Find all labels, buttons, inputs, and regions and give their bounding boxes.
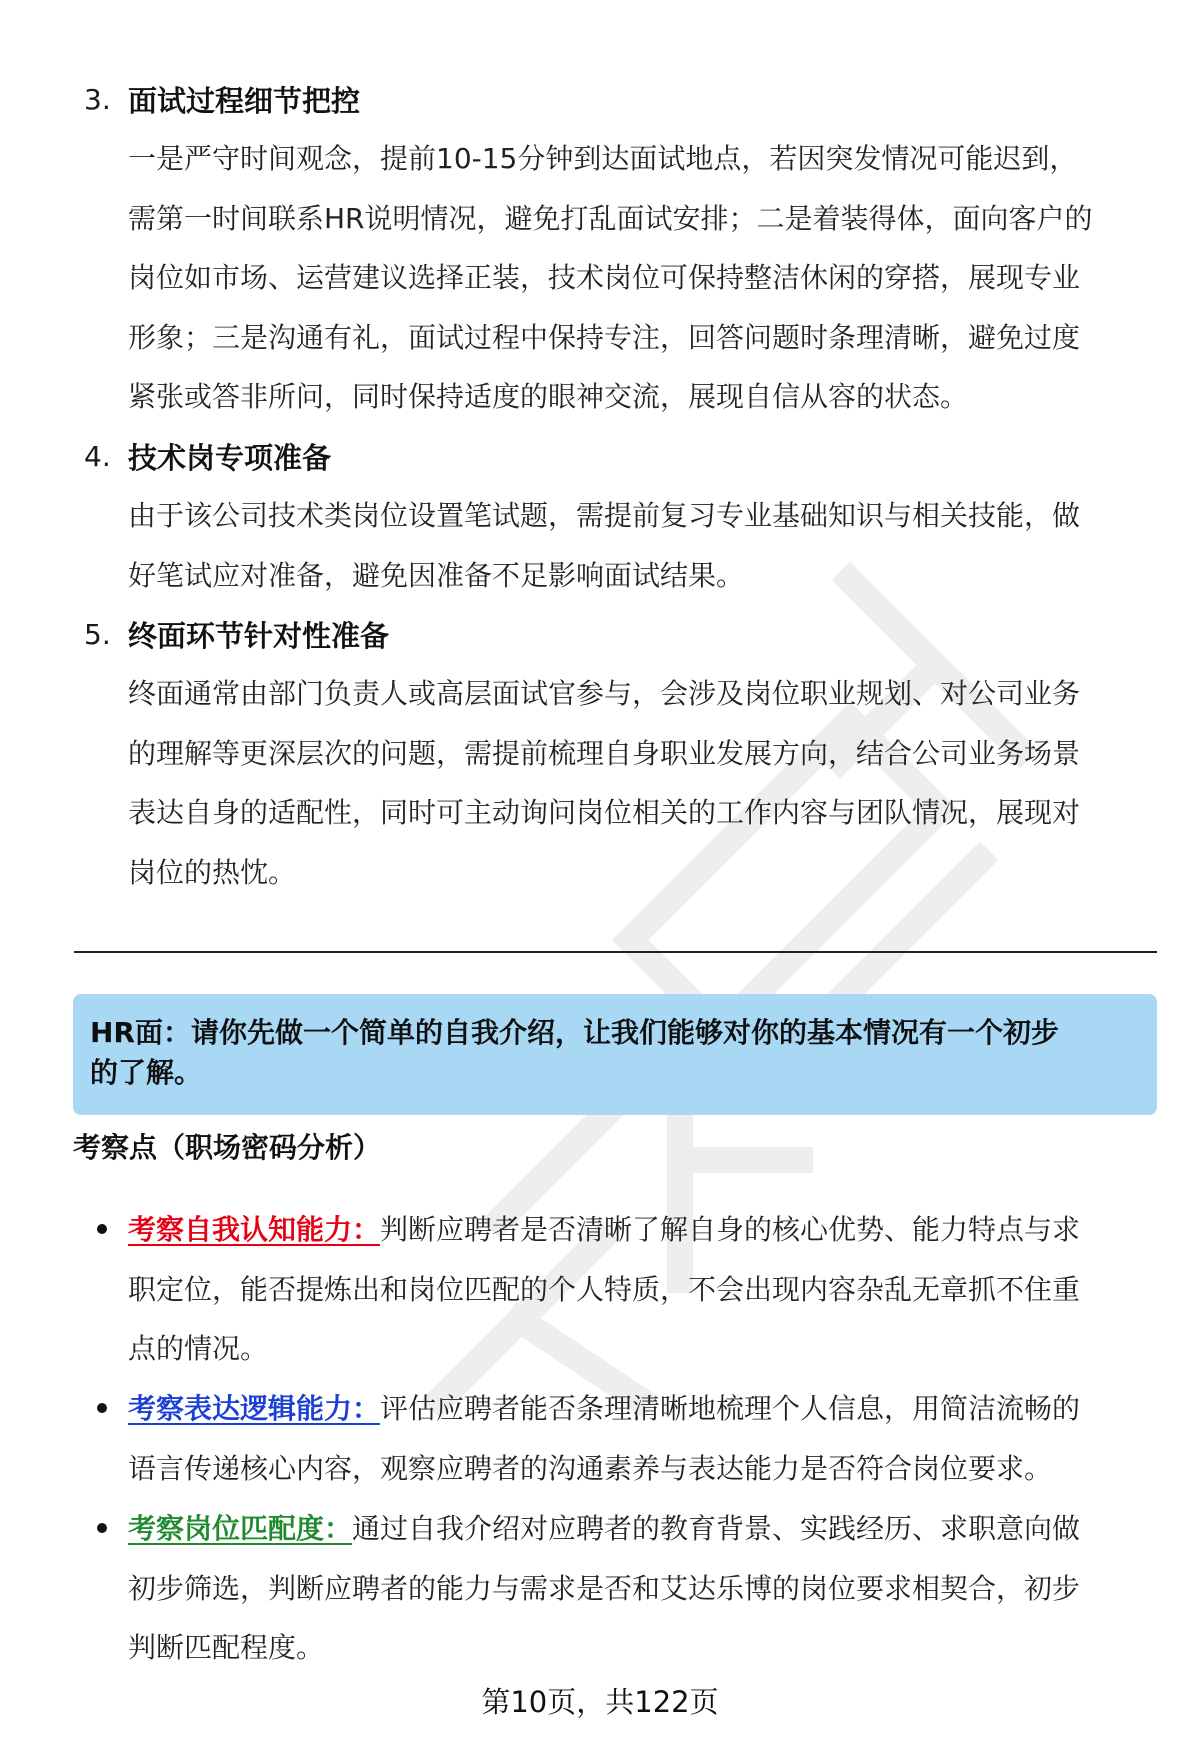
- item-number: 4.: [84, 439, 111, 473]
- section-divider: [74, 951, 1157, 953]
- item-title: 技术岗专项准备: [128, 440, 332, 475]
- text-line: 形象；三是沟通有礼，面试过程中保持专注，回答问题时条理清晰，避免过度: [128, 320, 1081, 354]
- text-line: 好笔试应对准备，避免因准备不足影响面试结果。: [128, 558, 745, 592]
- item-body: [128, 129, 1159, 427]
- page-number-footer: 第10页，共122页: [481, 1685, 719, 1719]
- bullet-label: 考察自我认知能力：: [128, 1213, 381, 1246]
- item-body: [128, 664, 1159, 902]
- numbered-item-3: [84, 69, 1159, 427]
- item-body: [128, 486, 1159, 605]
- hr-question-line: 的了解。: [90, 1056, 203, 1089]
- bullet-body: [128, 1200, 1160, 1379]
- text-line: 判断应聘者是否清晰了解自身的核心优势、能力特点与求: [380, 1213, 1081, 1246]
- bullet-body: [128, 1499, 1160, 1678]
- bullet-item-self-awareness: [95, 1200, 1160, 1379]
- item-number: 3.: [84, 82, 111, 116]
- hr-question-line: HR面：请你先做一个简单的自我介绍，让我们能够对你的基本情况有一个初步: [90, 1016, 1059, 1049]
- text-line: 岗位的热忱。: [128, 855, 297, 889]
- hr-question-box: [73, 994, 1157, 1115]
- bullet-item-job-match: [95, 1499, 1160, 1678]
- numbered-item-5: [84, 604, 1159, 902]
- bullet-dot-icon: [97, 1224, 107, 1234]
- text-line: 点的情况。: [128, 1332, 269, 1365]
- text-line: 需第一时间联系HR说明情况，避免打乱面试安排；二是着装得体，面向客户的: [128, 201, 1093, 235]
- bullet-item-expression-logic: [95, 1379, 1160, 1498]
- text-line: 紧张或答非所问，同时保持适度的眼神交流，展现自信从容的状态。: [128, 380, 969, 413]
- text-line: 判断匹配程度。: [128, 1631, 325, 1664]
- item-title: 面试过程细节把控: [128, 83, 361, 118]
- bullet-dot-icon: [97, 1403, 107, 1413]
- text-line: 一是严守时间观念，提前10-15分钟到达面试地点，若因突发情况可能迟到，: [128, 142, 1078, 175]
- text-line: 初步筛选，判断应聘者的能力与需求是否和艾达乐博的岗位要求相契合，初步: [128, 1571, 1081, 1605]
- text-line: 的理解等更深层次的问题，需提前梳理自身职业发展方向，结合公司业务场景: [128, 736, 1081, 770]
- section-title: 考察点（职场密码分析）: [73, 1131, 382, 1164]
- text-line: 评估应聘者能否条理清晰地梳理个人信息，用简洁流畅的: [380, 1392, 1081, 1425]
- text-line: 职定位，能否提炼出和岗位匹配的个人特质，不会出现内容杂乱无章抓不住重: [128, 1272, 1081, 1306]
- text-line: 终面通常由部门负责人或高层面试官参与，会涉及岗位职业规划、对公司业务: [128, 677, 1081, 710]
- item-number: 5.: [84, 617, 111, 651]
- numbered-item-4: [84, 426, 1159, 605]
- bullet-label: 考察表达逻辑能力：: [128, 1392, 381, 1425]
- bullet-label: 考察岗位匹配度：: [128, 1512, 353, 1545]
- item-title: 终面环节针对性准备: [128, 618, 390, 653]
- text-line: 通过自我介绍对应聘者的教育背景、实践经历、求职意向做: [352, 1512, 1081, 1545]
- text-line: 语言传递核心内容，观察应聘者的沟通素养与表达能力是否符合岗位要求。: [128, 1451, 1053, 1485]
- text-line: 岗位如市场、运营建议选择正装，技术岗位可保持整洁休闲的穿搭，展现专业: [128, 261, 1081, 294]
- bullet-dot-icon: [97, 1523, 107, 1533]
- bullet-body: [128, 1379, 1160, 1498]
- text-line: 表达自身的适配性，同时可主动询问岗位相关的工作内容与团队情况，展现对: [128, 796, 1081, 829]
- text-line: 由于该公司技术类岗位设置笔试题，需提前复习专业基础知识与相关技能，做: [128, 499, 1081, 532]
